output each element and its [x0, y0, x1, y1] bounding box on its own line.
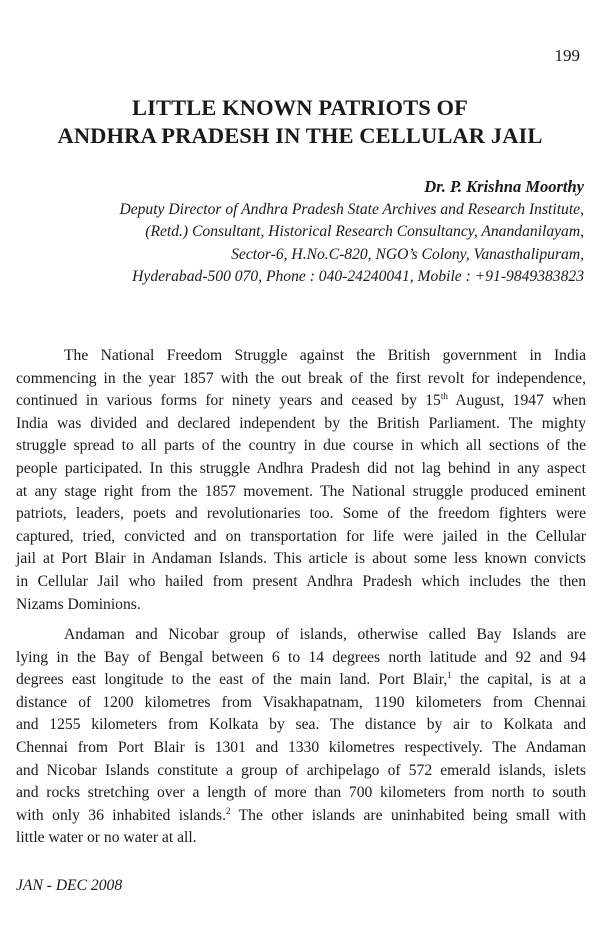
affiliation-line: Hyderabad-500 070, Phone : 040-24240041, Mobile : +91-9849383823 [132, 268, 584, 285]
title-line-1: LITTLE KNOWN PATRIOTS OF [132, 95, 468, 120]
paragraph-line: and Nicobar Islands constitute a group of archipelago of 572 emerald islands, islets [16, 761, 586, 779]
paragraph-line: struggle spread to all parts of the country in due course in which all sections of the [16, 437, 586, 455]
paragraph-line: Andaman and Nicobar group of islands, otherwise called Bay Islands are [64, 626, 586, 643]
affiliation-line: Sector-6, H.No.C-820, NGO’s Colony, Vanasthalipuram, [231, 245, 584, 263]
paragraph-line: India was divided and declared independent by the British Parliament. The mighty [16, 414, 586, 432]
journal-issue-footer: JAN - DEC 2008 [16, 877, 123, 894]
paragraph-2 [16, 624, 586, 850]
paragraph-line: people participated. In this struggle Andhra Pradesh did not lag behind in any aspect [16, 459, 586, 477]
paragraph-line: Nizams Dominions. [16, 595, 141, 613]
paragraph-line: continued in various forms for ninety years and ceased by 15th August, 1947 when [16, 391, 586, 410]
footnote-ref-1: 1 [447, 670, 452, 681]
paragraph-line: with only 36 inhabited islands.$^2$ The other islands are uninhabited being small with [16, 805, 586, 824]
paragraph-line: and 1255 kilometers from Kolkata by sea. The distance by air to Kolkata and [16, 716, 586, 734]
paragraph-line: jail at Port Blair in Andaman Islands. This article is about some less known convicts [16, 550, 586, 568]
paragraph-line: Chennai from Port Blair is 1301 and 1330 kilometres respectively. The Andaman [16, 738, 586, 756]
article-title [0, 94, 600, 150]
superscript-th: th [440, 391, 448, 402]
page-number: 199 [554, 46, 580, 65]
paragraph-line: patriots, leaders, poets and revolutionaries too. Some of the freedom fighters were [16, 505, 586, 523]
paragraph-line: in Cellular Jail who hailed from present Andhra Pradesh which includes the then [16, 572, 586, 590]
paragraph-line: lying in the Bay of Bengal between 6 to 14 degrees north latitude and 92 and 94 [16, 648, 586, 666]
affiliation-line: Deputy Director of Andhra Pradesh State Archives and Research Institute, [119, 200, 584, 218]
title-line-2: ANDHRA PRADESH IN THE CELLULAR JAIL [57, 123, 543, 148]
author-block [16, 176, 584, 289]
author-name: Dr. P. Krishna Moorthy [424, 177, 584, 196]
footnote-ref-2: 2 [225, 805, 231, 816]
paragraph-line: and rocks stretching over a length of more than 700 kilometers from north to south [16, 784, 586, 802]
paragraph-line: The National Freedom Struggle against the British government in India [64, 347, 586, 364]
affiliation-line: (Retd.) Consultant, Historical Research Consultancy, Anandanilayam, [145, 223, 584, 240]
paragraph-line: commencing in the year 1857 with the out break of the first revolt for independence, [16, 369, 586, 387]
paragraph-1 [16, 345, 586, 616]
paragraph-line: at any stage right from the 1857 movement. The National struggle produced eminent [16, 482, 586, 500]
paragraph-line: distance of 1200 kilometres from Visakhapatnam, 1190 kilometers from Chennai [16, 693, 586, 711]
paragraph-line: little water or no water at all. [16, 829, 197, 847]
paragraph-line: captured, tried, convicted and on transportation for life were jailed in the Cellular [16, 527, 586, 545]
paragraph-line: degrees east longitude to the east of the main land. Port Blair,$^1$ the capital, is at a [16, 670, 586, 689]
